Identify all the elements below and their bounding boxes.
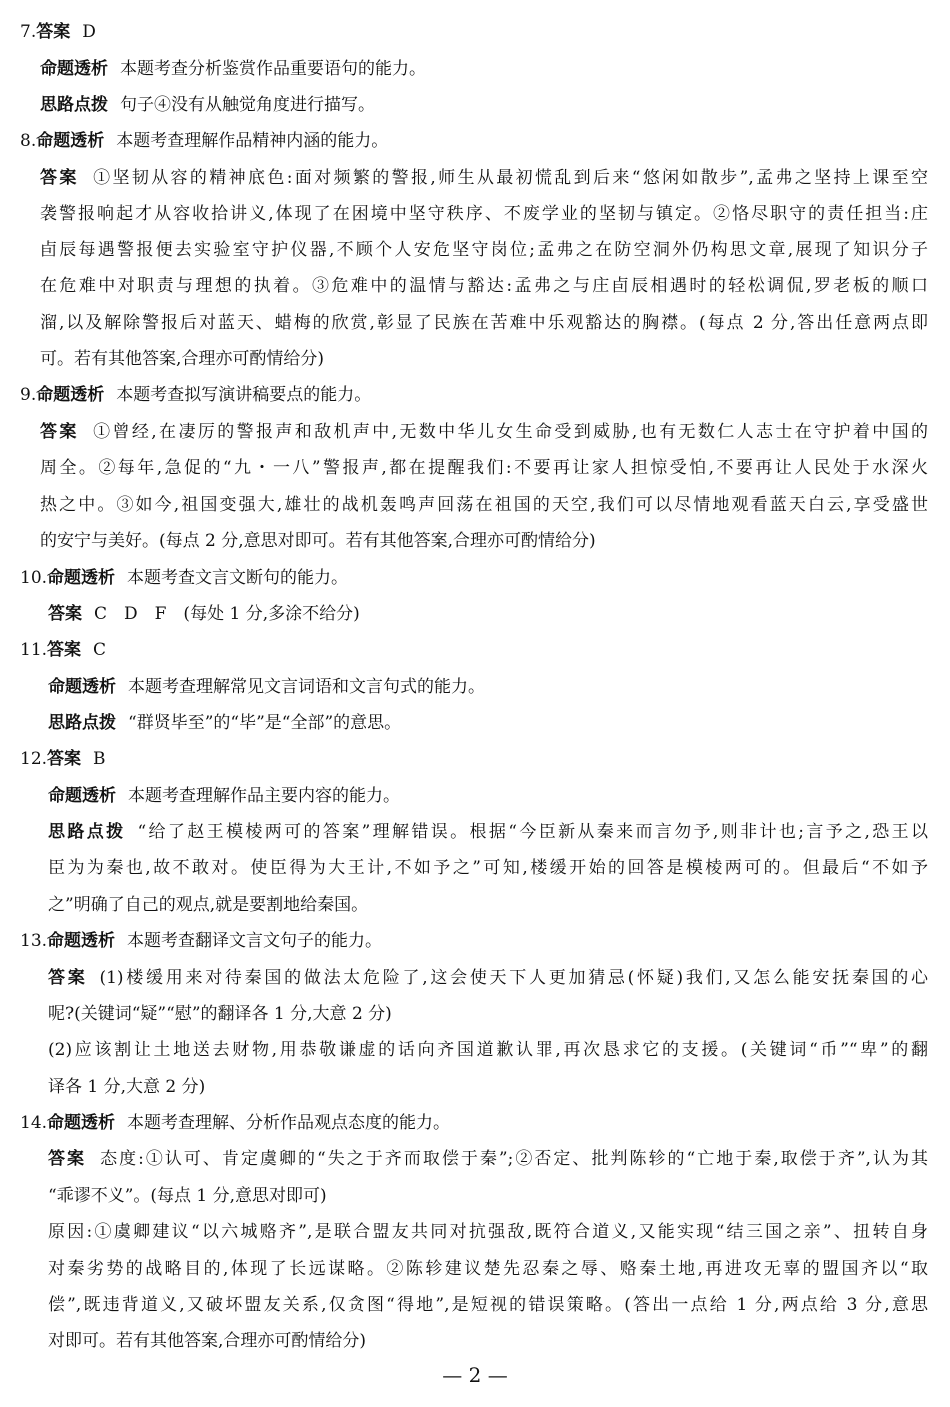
answer-text: 原因:①虞卿建议“以六城赂齐”,是联合盟友共同对抗强敌,既符合道义,又能实现“结三国之亲”、扭转自身 [48, 1222, 928, 1242]
answer-text: 呢?(关键词“疑”“慰”的翻译各 1 分,大意 2 分) [48, 1004, 392, 1024]
q11-hint-line [48, 711, 401, 735]
answer-text: 卣辰每遇警报便去实验室守护仪器,不顾个人安危坚守岗位;孟弗之在防空洞外仍构思文章,展现了知识分子 [40, 240, 928, 260]
answer-label: 答案 [36, 22, 71, 42]
answer-text: (1)楼缓用来对待秦国的做法太危险了,这会使天下人更加猜忌(怀疑)我们,又怎么能安抚秦国的心 [99, 968, 929, 988]
answer-label: 答案 [48, 604, 82, 624]
intent-label: 命题透析 [47, 931, 116, 951]
question-number: 9. [20, 385, 37, 405]
answer-text: 袭警报响起才从容收拾讲义,体现了在困境中坚守秩序、不废学业的坚韧与镇定。②恪尽职守的责任担当:庄 [40, 204, 928, 224]
q13-intent-line [20, 929, 382, 953]
answer-label: 答案 [40, 168, 79, 188]
intent-text: 本题考查理解常见文言词语和文言句式的能力。 [128, 677, 485, 697]
answer-text: “乖谬不义”。(每点 1 分,意思对即可) [48, 1186, 327, 1206]
q8-intent-line [20, 129, 388, 153]
answer-value: D [82, 22, 96, 42]
hint-label: 思路点拨 [40, 95, 108, 115]
answer-text: 热之中。③如今,祖国变强大,雄壮的战机轰鸣声回荡在祖国的天空,我们可以尽情地观看蓝天白云,享受盛世 [40, 495, 928, 515]
answer-text: 周全。②每年,急促的“九・一八”警报声,都在提醒我们:不要再让家人担惊受怕,不要再让人民处于水深火 [40, 458, 928, 478]
answer-label: 答案 [48, 1149, 87, 1169]
answer-text: 态度:①认可、肯定虞卿的“失之于齐而取偿于秦”;②否定、批判陈轸的“亡地于秦,取偿于齐”,认为其 [98, 1149, 928, 1169]
intent-text: 本题考查文言文断句的能力。 [127, 568, 349, 588]
answer-text: 的安宁与美好。(每点 2 分,意思对即可。若有其他答案,合理亦可酌情给分) [40, 531, 596, 551]
answer-label: 答案 [48, 968, 88, 988]
q11-intent-line [48, 675, 485, 699]
answer-value: B [93, 749, 106, 769]
answer-text: (2)应该割让土地送去财物,用恭敬谦虚的话向齐国道歉认罪,再次恳求它的支援。(关键词“币”“卑”的翻 [48, 1040, 928, 1060]
q9-intent-line [20, 383, 371, 407]
answer-label: 答案 [47, 640, 82, 660]
answer-text: 可。若有其他答案,合理亦可酌情给分) [40, 349, 325, 369]
q12-hint-line [48, 820, 928, 844]
intent-label: 命题透析 [40, 59, 108, 79]
question-number: 14. [20, 1113, 48, 1133]
hint-label: 思路点拨 [48, 822, 126, 842]
answer-text: 偿”,既违背道义,又破坏盟友关系,仅贪图“得地”,是短视的错误策略。(答出一点给 1 分,两点给 3 分,意思 [48, 1295, 928, 1315]
q7-intent-line [40, 57, 426, 81]
intent-label: 命题透析 [48, 786, 116, 806]
q9-answer-line [40, 420, 928, 444]
question-number: 13. [20, 931, 48, 951]
page-number: — 2 — [442, 1363, 508, 1387]
intent-text: 本题考查拟写演讲稿要点的能力。 [116, 385, 372, 405]
intent-label: 命题透析 [48, 677, 116, 697]
intent-label: 命题透析 [47, 1113, 116, 1133]
question-number: 7. [20, 22, 37, 42]
q11-answer-line [20, 638, 106, 662]
intent-text: 本题考查理解、分析作品观点态度的能力。 [127, 1113, 451, 1133]
q10-answer-line [48, 602, 360, 626]
question-number: 8. [20, 131, 37, 151]
hint-label: 思路点拨 [48, 713, 116, 733]
hint-text: “群贤毕至”的“毕”是“全部”的意思。 [128, 713, 402, 733]
hint-text: 句子④没有从触觉角度进行描写。 [120, 95, 375, 115]
intent-label: 命题透析 [47, 568, 116, 588]
answer-label: 答案 [47, 749, 82, 769]
hint-text: 臣为为秦也,故不敢对。使臣得为大王计,不如予之”可知,楼缓开始的回答是模棱两可的。但最后“不如予 [48, 858, 928, 878]
answer-text: 对秦劣势的战略目的,体现了长远谋略。②陈轸建议楚先忍秦之辱、赂秦土地,再进攻无辜的盟国齐以“取 [48, 1259, 928, 1279]
q7-hint-line [40, 93, 375, 117]
answer-value: C [93, 640, 107, 660]
intent-text: 本题考查分析鉴赏作品重要语句的能力。 [120, 59, 426, 79]
q7-answer-line [20, 20, 96, 44]
q14-intent-line [20, 1111, 450, 1135]
answer-label: 答案 [40, 422, 79, 442]
intent-text: 本题考查翻译文言文句子的能力。 [127, 931, 383, 951]
answer-text: 在危难中对职责与理想的执着。③危难中的温情与豁达:孟弗之与庄卣辰相遇时的轻松调侃,罗老板的顺口 [40, 276, 928, 296]
question-number: 11. [20, 640, 48, 660]
answer-text: ①曾经,在凄厉的警报声和敌机声中,无数中华儿女生命受到威胁,也有无数仁人志士在守护着中国的 [90, 422, 928, 442]
intent-text: 本题考查理解作品精神内涵的能力。 [116, 131, 389, 151]
hint-text: 之”明确了自己的观点,就是要割地给秦国。 [48, 895, 369, 915]
q14-answer-line [48, 1147, 928, 1171]
hint-text: “给了赵王模棱两可的答案”理解错误。根据“今臣新从秦来而言勿予,则非计也;言予之,恐王以 [137, 822, 929, 842]
intent-label: 命题透析 [36, 131, 105, 151]
intent-text: 本题考查理解作品主要内容的能力。 [128, 786, 400, 806]
q10-intent-line [20, 566, 348, 590]
answer-value: C D F (每处 1 分,多涂不给分) [94, 604, 360, 624]
intent-label: 命题透析 [36, 385, 105, 405]
answer-text: 对即可。若有其他答案,合理亦可酌情给分) [48, 1331, 367, 1351]
question-number: 12. [20, 749, 48, 769]
q12-answer-line [20, 747, 106, 771]
answer-text: ①坚韧从容的精神底色:面对频繁的警报,师生从最初慌乱到后来“悠闲如散步”,孟弗之坚持上课至空 [90, 168, 929, 188]
q13-answer-line [48, 966, 928, 990]
q12-intent-line [48, 784, 400, 808]
answer-text: 溜,以及解除警报后对蓝天、蜡梅的欣赏,彰显了民族在苦难中乐观豁达的胸襟。(每点 2 分,答出任意两点即 [40, 313, 928, 333]
answer-text: 译各 1 分,大意 2 分) [48, 1077, 206, 1097]
q8-answer-line [40, 166, 928, 190]
question-number: 10. [20, 568, 48, 588]
